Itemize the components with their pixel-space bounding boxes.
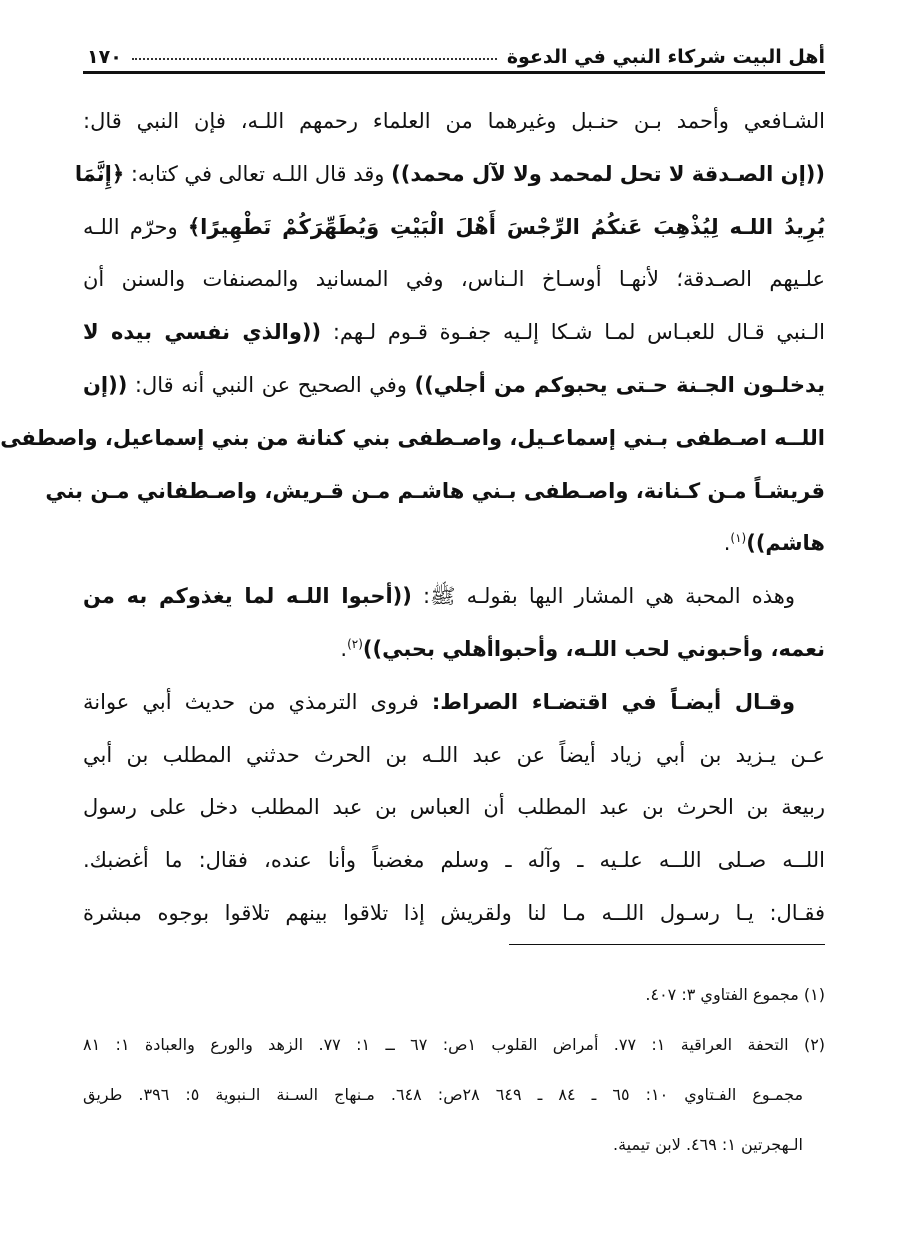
quoted-text: هاشم)) <box>746 531 825 556</box>
header-dot-leader <box>132 57 497 60</box>
body-line <box>45 465 825 518</box>
body-line <box>83 253 825 306</box>
page-header <box>83 30 825 68</box>
body-line <box>83 95 825 148</box>
page-number: ١٧٠ <box>87 46 122 68</box>
quoted-text: ((إن الصـدقة لا تحل لمحمد ولا لآل محمد)) <box>391 161 825 186</box>
body-line <box>74 148 825 201</box>
body-line <box>83 676 825 729</box>
text-segment: وفي الصحيح عن النبي أنه قال: <box>127 372 415 397</box>
text-segment: وهذه المحبة هي المشار اليها بقولـه ﷺ: <box>411 584 796 609</box>
quoted-text: نعمه، وأحبوني لحب اللـه، وأحبواأهلي بحبي)) <box>362 636 825 661</box>
text-segment: فقـال: يـا رسـول اللــه مـا لنا ولقريش إذا تلاقوا بينهم تلاقوا بوجوه مبشرة <box>83 900 825 925</box>
body-line <box>83 781 825 834</box>
text-segment: عـن يـزيد بن أبي زياد أيضاً عن عبد اللـه بن الحرث حدثني المطلب بن أبي <box>83 742 825 767</box>
running-title: أهل البيت شركاء النبي في الدعوة <box>506 46 825 68</box>
body-line <box>0 412 825 465</box>
body-line <box>83 570 825 623</box>
footnote-line: مجمـوع الفـتاوي ١٠: ٦٥ ـ ٨٤ ـ ٦٤٩ ٢٨ص: ٦٤٨. مـنهاج السـنة الـنبوية ٥: ٣٩٦. طريق <box>83 1085 804 1104</box>
body-line <box>83 517 825 570</box>
text-segment: فروى الترمذي من حديث أبي عوانة <box>83 689 432 714</box>
text-segment: الـنبي قـال للعبـاس لمـا شـكا إلـيه جفـوة قـوم لـهم: <box>321 320 825 345</box>
body-text <box>0 95 825 940</box>
footnote-marker: (١) <box>730 531 747 546</box>
footnotes <box>83 970 825 1170</box>
quoted-text: ((والذي نفسي بيده لا <box>83 320 322 345</box>
quoted-text: يُرِيدُ اللـه لِيُذْهِبَ عَنكُمُ الرِّجْسَ أَهْلَ الْبَيْتِ وَيُطَهِّرَكُمْ تَطْهِيرًا﴾ <box>187 214 825 239</box>
text-segment: . <box>340 636 348 661</box>
text-segment: علـيهم الصـدقة؛ لأنهـا أوسـاخ الـناس، وفي المسانيد والمصنفات والسنن أن <box>83 267 825 292</box>
header-rule <box>83 71 825 74</box>
book-page <box>0 30 826 1220</box>
body-line <box>83 887 825 940</box>
body-line <box>83 834 825 887</box>
text-segment: ربيعة بن الحرث بن عبد المطلب أن العباس بن عبد المطلب دخل على رسول <box>83 795 825 820</box>
text-segment: الشـافعي وأحمد بـن حنـبل وغيرهما من العلماء رحمهم اللـه، فإن النبي قال: <box>83 109 825 133</box>
body-line <box>83 306 825 359</box>
text-segment: وحرّم اللـه <box>83 214 188 239</box>
quoted-text: قريشـاً مـن كـنانة، واصـطفى بـني هاشـم مـن قـريش، واصـطفاني مـن بني <box>45 478 825 503</box>
footnote-line: (٢) التحفة العراقية ١: ٧٧. أمراض القلوب ١ص: ٦٧ ــ ١: ٧٧. الزهد والورع والعبادة ١: ٨١ <box>83 1035 826 1054</box>
footnote-line: الـهجرتين ١: ٤٦٩. لابن تيمية. <box>613 1135 803 1154</box>
text-segment: وقد قال اللـه تعالى في كتابه: <box>124 161 392 186</box>
footnote-marker: (٢) <box>347 636 363 651</box>
body-line <box>83 729 825 782</box>
body-line <box>83 623 825 676</box>
quoted-text: ((إن <box>83 372 128 397</box>
body-line <box>83 359 825 412</box>
footnote-separator <box>509 944 825 945</box>
quoted-text: وقـال أيضـاً في اقتضـاء الصراط: <box>431 689 795 714</box>
quoted-text: ﴿إِنَّمَا <box>74 161 125 186</box>
quoted-text: ((أحبوا اللـه لما يغذوكم به من <box>83 584 412 609</box>
text-segment: اللــه صـلى اللــه علـيه ـ وآله ـ وسلم مغضباً وأنا عنده، فقال: ما أغضبك. <box>83 848 825 873</box>
text-segment: . <box>723 531 731 556</box>
quoted-text: يدخلـون الجـنة حـتى يحبوكم من أجلي)) <box>414 372 825 397</box>
quoted-text: اللــه اصـطفى بـني إسماعـيل، واصـطفى بني كنانة من بني إسماعيل، واصطفى <box>0 425 825 450</box>
body-line <box>83 201 825 254</box>
footnote-line: (١) مجموع الفتاوي ٣: ٤٠٧. <box>645 985 825 1004</box>
